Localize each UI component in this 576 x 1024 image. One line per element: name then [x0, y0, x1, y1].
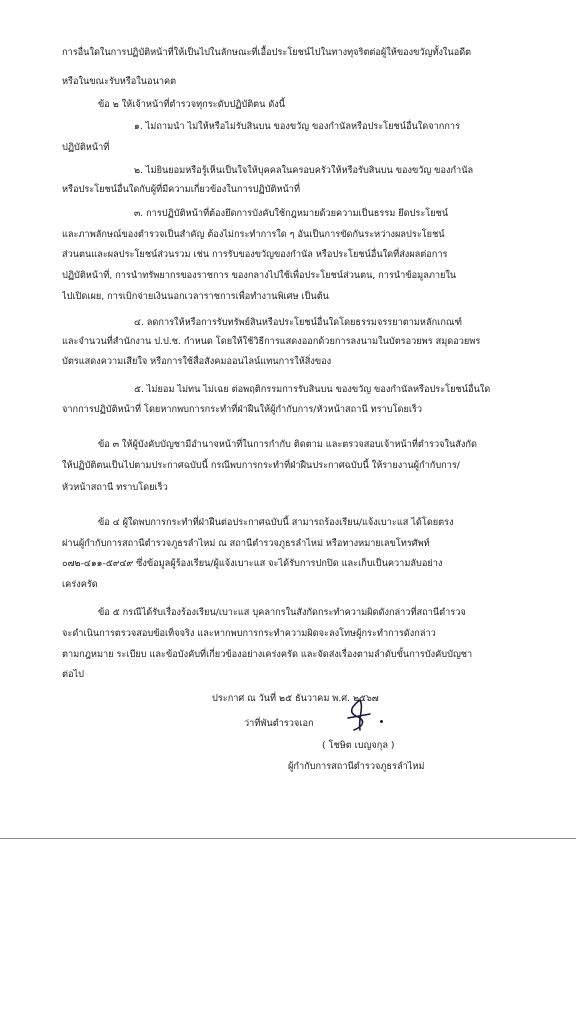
body-line: หัวหน้าสถานี ทราบโดยเร็ว	[62, 482, 168, 493]
body-line: ต่อไป	[62, 669, 84, 680]
body-line: เคร่งครัด	[62, 579, 98, 590]
body-line: ๕. ไม่ยอม ไม่ทน ไม่เฉย ต่อพฤติกรรมการรับสินบน ของขวัญ ของกำนัลหรือประโยชน์อื่นใด	[134, 384, 491, 395]
body-line: ส่วนตนและผลประโยชน์ส่วนรวม เช่น การรับของขวัญของกำนัล หรือประโยชน์อื่นใดที่ส่งผลต่อการ	[62, 249, 448, 260]
body-line: ปฏิบัติหน้าที่, การนำทรัพยากรของราชการ ของกลางไปใช้เพื่อประโยชน์ส่วนตน, การนำข้อมูลภายใน	[62, 270, 457, 281]
body-line: การอื่นใดในการปฏิบัติหน้าที่ให้เป็นไปในลักษณะที่เอื้อประโยชน์ไปในทางทุจริตต่อผู้ให้ของขวัญทั้งในอดีต	[62, 47, 472, 58]
signature-dot	[380, 720, 383, 723]
body-line: ๑. ไม่ถามนำ ไม่ให้หรือไม่รับสินบน ของขวัญ ของกำนัลหรือประโยชน์อื่นใดจากการ	[134, 121, 461, 132]
signer-name: ( โชษิต เบญจกุล )	[322, 740, 395, 751]
body-line: ๓. การปฏิบัติหน้าที่ต้องยึดการบังคับใช้กฎหมายด้วยความเป็นธรรม ยึดประโยชน์	[134, 208, 449, 219]
body-line: หรือในขณะรับหรือในอนาคต	[62, 76, 177, 87]
body-line: และภาพลักษณ์ของตำรวจเป็นสำคัญ ต้องไม่กระทำการใด ๆ อันเป็นการขัดกันระหว่างผลประโยชน์	[62, 229, 445, 240]
body-line: ผ่านผู้กำกับการสถานีตำรวจภูธรลำไหม่ ณ สถานีตำรวจภูธรลำไหม่ หรือทางหมายเลขโทรศัพท์	[62, 538, 430, 549]
body-line: ไปเปิดเผย, การเบิกจ่ายเงินนอกเวลาราชการเพื่อทำงานพิเศษ เป็นต้น	[62, 291, 329, 302]
clause-4-line: ข้อ ๔ ผู้ใดพบการกระทำที่ฝ่าฝืนต่อประกาศฉบับนี้ สามารถร้องเรียน/แจ้งเบาะแส ได้โดยตรง	[98, 517, 454, 528]
clause-3-line: ข้อ ๓ ให้ผู้บังคับบัญชามีอำนาจหน้าที่ในการกำกับ ติดตาม และตรวจสอบเจ้าหน้าที่ตำรวจในสังกัด	[98, 439, 477, 450]
body-line: จะดำเนินการตรวจสอบข้อเท็จจริง และหากพบการกระทำความผิดจะลงโทษผู้กระทำการดังกล่าว	[62, 628, 436, 639]
body-line: จากการปฏิบัติหน้าที่ โดยหากพบการกระทำที่ฝ่าฝืนให้ผู้กำกับการ/หัวหน้าสถานี ทราบโดยเร็ว	[62, 404, 423, 415]
clause-5-line: ข้อ ๕ กรณีได้รับเรื่องร้องเรียน/เบาะแส บุคลากรในสังกัดกระทำความผิดดังกล่าวที่สถานีตำรวจ	[98, 607, 466, 618]
signer-position: ผู้กำกับการสถานีตำรวจภูธรลำไหม่	[288, 761, 425, 772]
body-line: ปฏิบัติหน้าที่	[62, 142, 110, 153]
body-line: ตามกฎหมาย ระเบียบ และข้อบังคับที่เกี่ยวข้องอย่างเคร่งครัด และจัดส่งเรื่องตามลำดับขั้นการบังคับบัญชา	[62, 649, 473, 660]
body-line: ให้ปฏิบัติตนเป็นไปตามประกาศฉบับนี้ กรณีพบการกระทำที่ฝ่าฝืนประกาศฉบับนี้ ให้รายงานผู้กำกับการ/	[62, 460, 460, 471]
body-line: หรือประโยชน์อื่นใดกับผู้ที่มีความเกี่ยวข้องในการปฏิบัติหน้าที่	[62, 184, 301, 195]
clause-heading: ข้อ ๒ ให้เจ้าหน้าที่ตำรวจทุกระดับปฏิบัติตน ดังนี้	[98, 99, 286, 110]
body-line: ๒. ไม่ยินยอมหรือรู้เห็นเป็นใจให้บุคคลในครอบครัวให้หรือรับสินบน ของขวัญ ของกำนัล	[134, 165, 474, 176]
body-line: ๐๗๒-๔๑๑-๕๙๔๙ ซึ่งข้อมูลผู้ร้องเรียน/ผู้แจ้งเบาะแส จะได้รับการปกปิด และเก็บเป็นความลับอย่าง	[62, 558, 443, 569]
announce-date: ประกาศ ณ วันที่ ๒๕ ธันวาคม พ.ศ. ๒๕๖๗	[212, 693, 379, 704]
signer-rank: ว่าที่พันตำรวจเอก	[244, 718, 314, 729]
body-line: บัตรแสดงความเสียใจ หรือการใช้สื่อสังคมออนไลน์แทนการให้สิ่งของ	[62, 356, 332, 367]
body-line: และจำนวนที่สำนักงาน ป.ป.ช. กำหนด โดยให้ใช้วิธีการแสดงออกด้วยการลงนามในบัตรอวยพร สมุดอวยพร	[62, 336, 481, 347]
body-line: ๔. ลดการให้หรือการรับทรัพย์สินหรือประโยชน์อื่นใดโดยธรรมจรรยาตามหลักเกณฑ์	[134, 317, 463, 328]
blank-area	[0, 839, 576, 1024]
